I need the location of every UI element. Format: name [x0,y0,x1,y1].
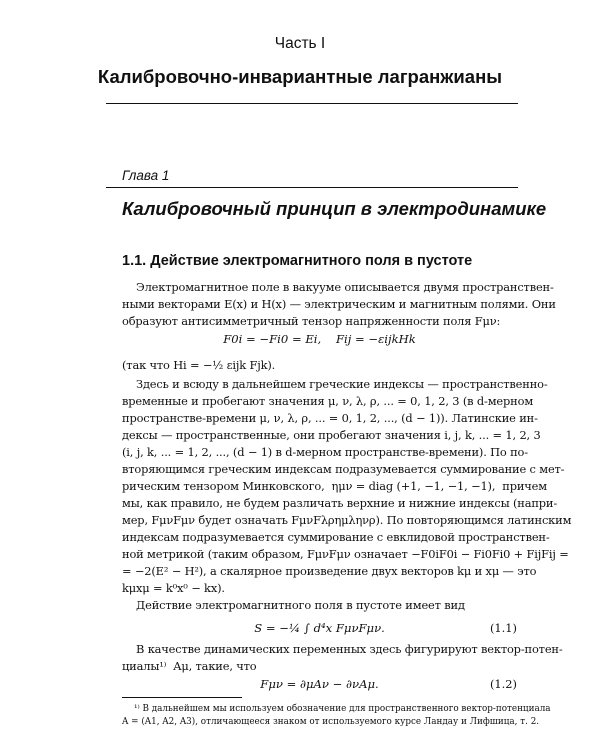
paragraph-line: образуют антисимметричный тензор напряженности поля Fμν: [122,314,501,328]
part-label: Часть I [274,35,326,52]
paragraph-line: (так что Hi = −½ εijk Fjk). [122,358,276,372]
paragraph-line: дексы — пространственные, они пробегают значения i, j, k, ... = 1, 2, 3 [122,428,541,442]
paragraph-line: Здесь и всюду в дальнейшем греческие индексы — пространственно- [136,377,548,391]
equation-number: (1.2) [489,677,517,691]
paragraph-line: временные и пробегают значения μ, ν, λ, ρ, ... = 0, 1, 2, 3 (в d-мерном [122,394,534,408]
paragraph-line: (i, j, k, ... = 1, 2, ..., (d − 1) в d-мерном пространстве-времени). По по- [122,445,528,459]
paragraph-line: индексам подразумевается суммирование с евклидовой пространствен- [122,530,550,544]
paragraph-line: kμxμ = k⁰x⁰ − kx). [122,581,225,595]
paragraph-line: мы, как правило, не будем различать верхние и нижние индексы (напри- [122,496,558,510]
formula-field-strength: Fμν = ∂μAν − ∂νAμ. [260,677,379,691]
chapter-divider [106,187,518,188]
equation-number: (1.1) [489,621,517,635]
paragraph-line: мер, FμνFμν будет означать FμνFλρημληνρ). По повторяющимся латинским [122,513,572,527]
chapter-label: Глава 1 [122,168,170,183]
footnote-divider [122,697,242,698]
footnote-line: A = (A1, A2, A3), отличающееся знаком от используемого курсе Ландау и Лифшица, т. 2. [122,717,540,727]
paragraph-line: = −2(E² − H²), а скалярное произведение двух векторов kμ и xμ — это [122,564,537,578]
paragraph-line: Действие электромагнитного поля в пустоте имеет вид [136,598,465,612]
paragraph-line: пространстве-времени μ, ν, λ, ρ, ... = 0, 1, 2, ..., (d − 1)). Латинские ин- [122,411,538,425]
paragraph-line: Электромагнитное поле в вакууме описывается двумя пространствен- [136,280,554,294]
footnote-line: ¹⁾ В дальнейшем мы используем обозначение для пространственного вектор-потенциала [134,704,551,714]
title-divider [106,103,518,104]
formula-field-tensor: F0i = −Fi0 = Ei, Fij = −εijkHk [223,332,416,346]
paragraph-line: вторяющимся греческим индексам подразумевается суммирование с мет- [122,462,565,476]
paragraph-line: В качестве динамических переменных здесь фигурируют вектор-потен- [136,642,563,656]
part-title: Калибровочно-инвариантные лагранжианы [97,66,503,87]
chapter-title: Калибровочный принцип в электродинамике [122,198,547,219]
paragraph-line: ными векторами E(x) и H(x) — электрическим и магнитным полями. Они [122,297,556,311]
paragraph-line: ной метрикой (таким образом, FμνFμν означает −F0iF0i − Fi0Fi0 + FijFij = [122,547,569,561]
formula-action: S = −¼ ∫ d⁴x FμνFμν. [254,621,385,635]
paragraph-line: рическим тензором Минковского, ημν = diag (+1, −1, −1, −1), причем [122,479,547,493]
section-title: 1.1. Действие электромагнитного поля в пустоте [122,253,473,269]
paragraph-line: циалы¹⁾ Aμ, такие, что [122,659,257,673]
